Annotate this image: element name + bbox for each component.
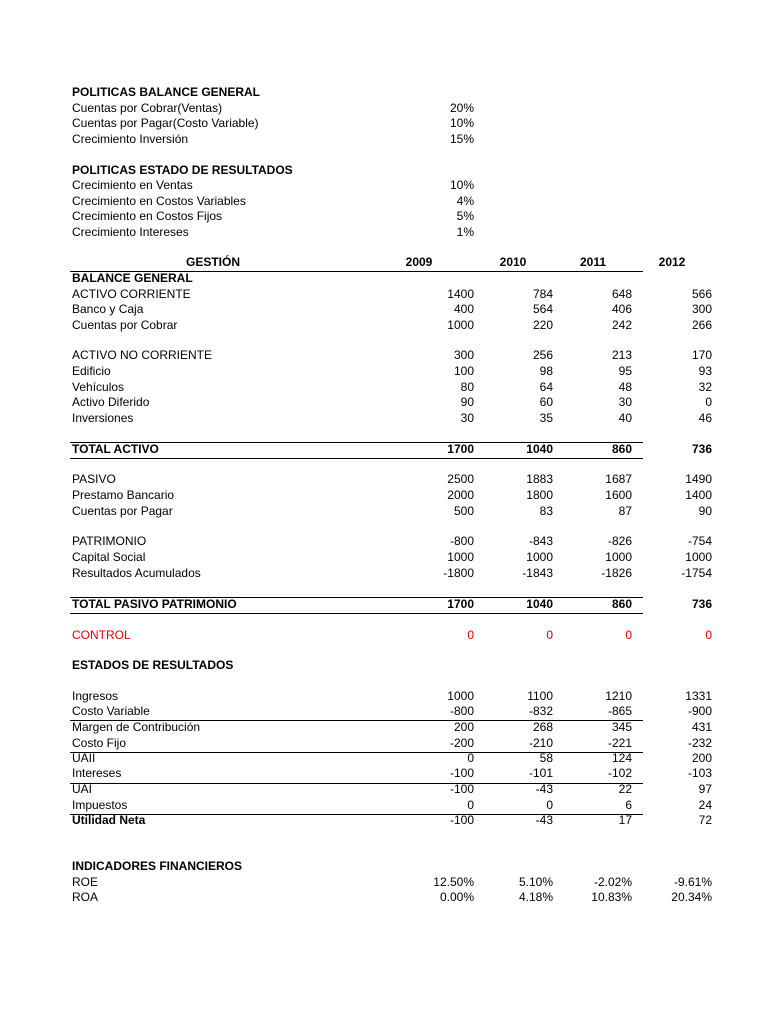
cell-2012: 0	[705, 628, 712, 642]
policy-value: 15%	[449, 132, 474, 146]
row-label: Vehículos	[72, 380, 125, 394]
table-row	[71, 287, 712, 302]
cell-2012: 300	[691, 302, 712, 316]
policy-label: Crecimiento Intereses	[72, 225, 189, 239]
policy-row	[71, 116, 643, 131]
year-header-row	[71, 255, 686, 270]
row-label: ACTIVO NO CORRIENTE	[72, 348, 213, 362]
cell-2009: 0	[467, 628, 474, 642]
cell-2010: 98	[539, 364, 553, 378]
cell-2009: -800	[449, 704, 474, 718]
policy-value: 20%	[449, 101, 474, 115]
cell-2011: 648	[611, 287, 632, 301]
cell-2011: 124	[611, 751, 632, 765]
cell-2010: 4.18%	[518, 890, 553, 904]
cell-2012: 200	[691, 751, 712, 765]
cell-2011: 860	[611, 442, 632, 456]
table-row	[71, 395, 712, 410]
cell-2009: -1800	[443, 566, 474, 580]
cell-2012: 0	[705, 395, 712, 409]
cell-2011: -826	[607, 534, 632, 548]
cell-2010: 83	[539, 504, 553, 518]
row-label: Edificio	[72, 364, 111, 378]
cell-2010: -43	[535, 782, 553, 796]
cell-2010: 1000	[526, 550, 553, 564]
row-label: TOTAL ACTIVO	[72, 442, 159, 456]
cell-2010: 35	[539, 411, 553, 425]
cell-2011: -102	[607, 766, 632, 780]
cell-2011: 17	[618, 813, 632, 827]
table-row	[71, 736, 712, 751]
policy-row	[71, 194, 643, 209]
section-title: INDICADORES FINANCIEROS	[72, 859, 243, 873]
cell-2009: 1000	[447, 689, 474, 703]
cell-2012: -9.61%	[673, 875, 712, 889]
cell-2012: 1400	[685, 488, 712, 502]
table-row	[71, 813, 712, 828]
cell-2009: 1400	[447, 287, 474, 301]
row-label: Activo Diferido	[72, 395, 150, 409]
cell-2010: 64	[539, 380, 553, 394]
cell-2010: 1800	[526, 488, 553, 502]
policy-label: Cuentas por Pagar(Costo Variable)	[72, 116, 259, 130]
cell-2010: -210	[528, 736, 553, 750]
policy-row	[71, 178, 643, 193]
cell-2012: 24	[698, 798, 712, 812]
section-title: POLITICAS BALANCE GENERAL	[72, 85, 261, 99]
year-2009: 2009	[405, 255, 433, 269]
row-label: UAII	[72, 751, 96, 765]
row-label: Resultados Acumulados	[72, 566, 201, 580]
policy-row	[71, 132, 643, 147]
cell-2012: -1754	[681, 566, 712, 580]
cell-2011: 6	[625, 798, 632, 812]
cell-2012: 46	[698, 411, 712, 425]
cell-2012: 736	[691, 597, 712, 611]
cell-2011: 87	[618, 504, 632, 518]
cell-2009: 0.00%	[439, 890, 474, 904]
row-label: Impuestos	[72, 798, 128, 812]
row-label: Inversiones	[72, 411, 134, 425]
policy-label: Crecimiento en Costos Variables	[72, 194, 246, 208]
cell-2010: 564	[532, 302, 553, 316]
table-row	[71, 689, 712, 704]
cell-2012: 72	[698, 813, 712, 827]
policy-value: 4%	[456, 194, 474, 208]
cell-2010: 784	[532, 287, 553, 301]
row-label: ACTIVO CORRIENTE	[72, 287, 191, 301]
cell-2009: 500	[453, 504, 474, 518]
cell-2010: 1883	[526, 472, 553, 486]
politicas-balance-title-row	[71, 85, 643, 100]
cell-2011: -2.02%	[593, 875, 632, 889]
row-label: Margen de Contribución	[72, 720, 201, 734]
cell-2010: -843	[528, 534, 553, 548]
cell-2011: 0	[625, 628, 632, 642]
cell-2009: 0	[467, 798, 474, 812]
row-label: Prestamo Bancario	[72, 488, 175, 502]
cell-2010: -101	[528, 766, 553, 780]
policy-label: Crecimiento Inversión	[72, 132, 189, 146]
cell-2009: 400	[453, 302, 474, 316]
cell-2009: 0	[467, 751, 474, 765]
row-label: CONTROL	[72, 628, 131, 642]
policy-value: 1%	[456, 225, 474, 239]
cell-2010: -43	[535, 813, 553, 827]
row-label: Ingresos	[72, 689, 119, 703]
cell-2012: 1490	[685, 472, 712, 486]
cell-2010: 256	[532, 348, 553, 362]
cell-2011: 95	[618, 364, 632, 378]
cell-2011: 242	[611, 318, 632, 332]
row-label: Cuentas por Cobrar	[72, 318, 178, 332]
section-title: BALANCE GENERAL	[72, 271, 193, 285]
cell-2012: 736	[691, 442, 712, 456]
table-row	[71, 566, 712, 581]
cell-2012: 170	[691, 348, 712, 362]
cell-2009: 30	[460, 411, 474, 425]
table-row	[71, 364, 712, 379]
row-label: Costo Variable	[72, 704, 150, 718]
cell-2009: 300	[453, 348, 474, 362]
table-row	[71, 380, 712, 395]
policy-row	[71, 225, 643, 240]
table-row	[71, 766, 712, 781]
policy-value: 10%	[449, 116, 474, 130]
table-row	[71, 875, 712, 890]
row-label: TOTAL PASIVO PATRIMONIO	[72, 597, 237, 611]
row-label: Cuentas por Pagar	[72, 504, 173, 518]
divider	[70, 613, 643, 614]
table-row	[71, 751, 712, 766]
section-title: POLITICAS ESTADO DE RESULTADOS	[72, 163, 293, 177]
cell-2010: 268	[532, 720, 553, 734]
cell-2011: 1210	[605, 689, 632, 703]
table-row	[71, 488, 712, 503]
cell-2009: 1000	[447, 550, 474, 564]
cell-2011: 10.83%	[591, 890, 632, 904]
table-row	[71, 534, 712, 549]
cell-2009: -200	[449, 736, 474, 750]
total-row	[71, 597, 712, 612]
cell-2012: -754	[687, 534, 712, 548]
row-label: Capital Social	[72, 550, 146, 564]
policy-row	[71, 209, 643, 224]
policy-label: Cuentas por Cobrar(Ventas)	[72, 101, 223, 115]
cell-2009: 2500	[447, 472, 474, 486]
year-2012: 2012	[658, 255, 686, 269]
row-label: Costo Fijo	[72, 736, 127, 750]
cell-2012: 97	[698, 782, 712, 796]
cell-2012: 1331	[685, 689, 712, 703]
table-row	[71, 720, 712, 735]
header-label: GESTIÓN	[185, 255, 240, 269]
table-row	[71, 704, 712, 719]
row-label: ROE	[72, 875, 99, 889]
row-label: ROA	[72, 890, 99, 904]
cell-2012: 90	[698, 504, 712, 518]
cell-2010: 1040	[526, 442, 553, 456]
table-row	[71, 348, 712, 363]
cell-2009: 1000	[447, 318, 474, 332]
cell-2009: 200	[453, 720, 474, 734]
cell-2012: 32	[698, 380, 712, 394]
cell-2011: 1000	[605, 550, 632, 564]
row-label: Intereses	[72, 766, 122, 780]
cell-2010: 1100	[527, 689, 553, 703]
cell-2011: 345	[611, 720, 632, 734]
policy-value: 5%	[456, 209, 474, 223]
cell-2010: -1843	[522, 566, 553, 580]
cell-2011: 1687	[605, 472, 632, 486]
policy-value: 10%	[449, 178, 474, 192]
cell-2012: 93	[698, 364, 712, 378]
cell-2011: 22	[618, 782, 632, 796]
cell-2012: 566	[691, 287, 712, 301]
cell-2009: -100	[449, 782, 474, 796]
cell-2011: 30	[618, 395, 632, 409]
cell-2009: -100	[449, 813, 474, 827]
balance-title-row	[71, 271, 643, 286]
row-label: PASIVO	[72, 472, 116, 486]
cell-2011: 406	[611, 302, 632, 316]
table-row	[71, 782, 712, 797]
cell-2012: -103	[687, 766, 712, 780]
section-title: ESTADOS DE RESULTADOS	[72, 658, 234, 672]
cell-2012: -900	[687, 704, 712, 718]
cell-2012: 431	[691, 720, 712, 734]
cell-2010: 220	[532, 318, 553, 332]
cell-2012: 20.34%	[671, 890, 712, 904]
cell-2009: 90	[460, 395, 474, 409]
cell-2009: 1700	[447, 597, 474, 611]
cell-2009: 80	[460, 380, 474, 394]
cell-2010: 0	[546, 628, 553, 642]
control-row	[71, 628, 712, 643]
row-label: Utilidad Neta	[72, 813, 146, 827]
cell-2011: 213	[611, 348, 632, 362]
table-row	[71, 798, 712, 813]
cell-2009: -800	[449, 534, 474, 548]
policy-row	[71, 101, 643, 116]
year-2011: 2011	[579, 255, 607, 269]
politicas-resultados-title-row	[71, 163, 643, 178]
table-row	[71, 504, 712, 519]
cell-2011: 860	[611, 597, 632, 611]
indicadores-title-row	[71, 859, 643, 874]
year-2010: 2010	[499, 255, 527, 269]
policy-label: Crecimiento en Costos Fijos	[72, 209, 223, 223]
cell-2011: -1826	[601, 566, 632, 580]
policy-label: Crecimiento en Ventas	[72, 178, 193, 192]
cell-2010: 58	[539, 751, 553, 765]
row-label: UAI	[72, 782, 93, 796]
cell-2011: -865	[607, 704, 632, 718]
row-label: PATRIMONIO	[72, 534, 147, 548]
cell-2009: -100	[449, 766, 474, 780]
cell-2012: 266	[691, 318, 712, 332]
cell-2010: 1040	[526, 597, 553, 611]
cell-2010: 5.10%	[518, 875, 553, 889]
cell-2009: 1700	[447, 442, 474, 456]
resultados-title-row	[71, 658, 643, 673]
table-row	[71, 472, 712, 487]
row-label: Banco y Caja	[72, 302, 144, 316]
cell-2011: 1600	[605, 488, 632, 502]
table-row	[71, 318, 712, 333]
cell-2012: -232	[687, 736, 712, 750]
cell-2010: 0	[546, 798, 553, 812]
total-row	[71, 442, 712, 457]
table-row	[71, 550, 712, 565]
cell-2009: 100	[453, 364, 474, 378]
cell-2009: 2000	[447, 488, 474, 502]
table-row	[71, 302, 712, 317]
cell-2010: 60	[539, 395, 553, 409]
cell-2009: 12.50%	[433, 875, 474, 889]
divider	[70, 458, 643, 459]
cell-2011: -221	[607, 736, 632, 750]
cell-2011: 40	[618, 411, 632, 425]
cell-2011: 48	[618, 380, 632, 394]
cell-2010: -832	[528, 704, 553, 718]
cell-2012: 1000	[685, 550, 712, 564]
table-row	[71, 890, 712, 905]
table-row	[71, 411, 712, 426]
